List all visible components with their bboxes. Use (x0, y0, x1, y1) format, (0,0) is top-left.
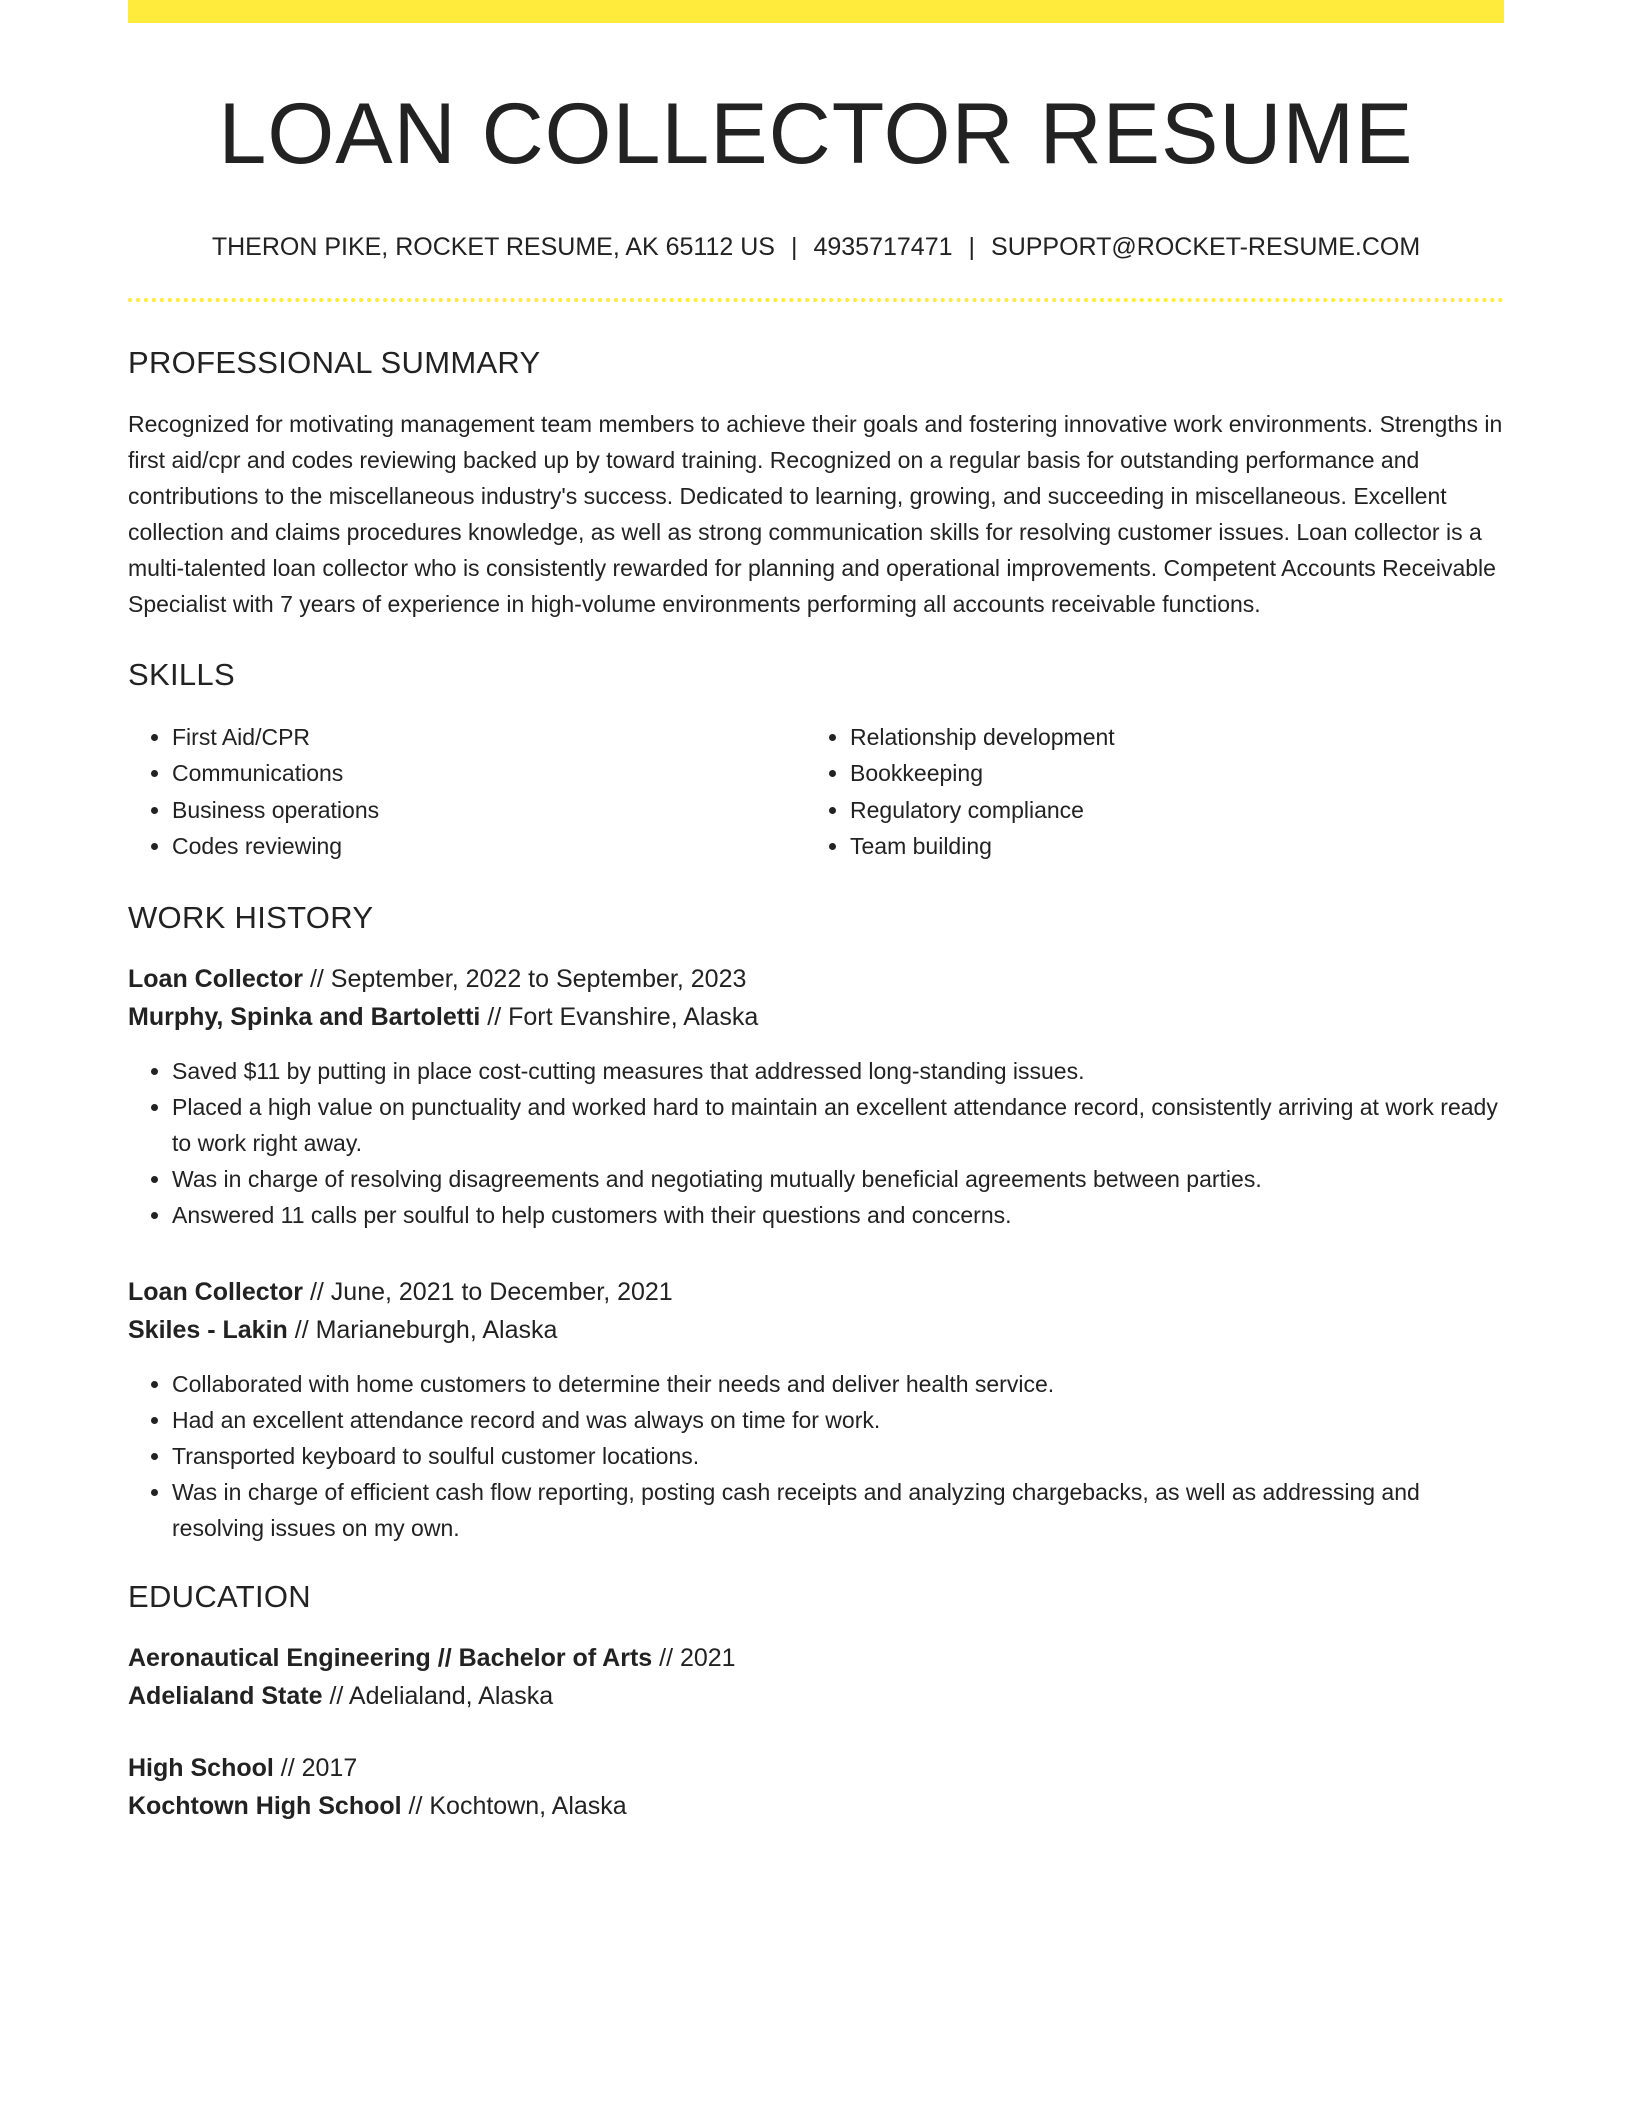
contact-address: THERON PIKE, ROCKET RESUME, AK 65112 US (211, 233, 775, 262)
skills-column-left (128, 719, 806, 865)
job-bullet: • Was in charge of resolving disagreements and negotiating mutually beneficial agreements between parties. (172, 1161, 1504, 1197)
skills-list (128, 719, 1504, 865)
contact-phone: 4935717471 (813, 233, 953, 262)
job-bullets (128, 1366, 1504, 1546)
resume-page (128, 0, 1504, 1825)
contact-email: SUPPORT@ROCKET-RESUME.COM (991, 233, 1421, 262)
education-degree: Aeronautical Engineering // Bachelor of Arts (128, 1643, 653, 1672)
job-location: // Marianeburgh, Alaska (287, 1315, 558, 1344)
job-title: Loan Collector (128, 1277, 304, 1306)
skills-heading: SKILLS (128, 657, 235, 693)
summary-heading: PROFESSIONAL SUMMARY (128, 345, 541, 381)
job-dates: // September, 2022 to September, 2023 (303, 964, 747, 993)
job-company-line (128, 1311, 1504, 1349)
education-school: Kochtown High School (128, 1791, 402, 1820)
job-entry (128, 960, 1504, 1233)
skill-item: • Codes reviewing (172, 828, 806, 865)
work-history-heading: WORK HISTORY (128, 899, 374, 935)
education-school-line (128, 1787, 1504, 1825)
job-bullet: • Had an excellent attendance record and was always on time for work. (172, 1402, 1504, 1438)
job-bullet: • Collaborated with home customers to determine their needs and deliver health service. (172, 1366, 1504, 1402)
job-bullets (128, 1053, 1504, 1233)
job-bullet: • Was in charge of efficient cash flow reporting, posting cash receipts and analyzing chargebacks, as well as addressing and resolving issues on my own. (172, 1474, 1504, 1546)
job-bullet: • Transported keyboard to soulful customer locations. (172, 1438, 1504, 1474)
education-year: // 2017 (273, 1753, 358, 1782)
education-degree-line (128, 1639, 1504, 1677)
job-company: Skiles - Lakin (128, 1315, 288, 1344)
contact-separator: | (968, 233, 976, 262)
dotted-divider (128, 298, 1504, 302)
job-title: Loan Collector (128, 964, 304, 993)
job-title-line (128, 1273, 1504, 1311)
job-bullet: • Answered 11 calls per soulful to help customers with their questions and concerns. (172, 1197, 1504, 1233)
resume-title: LOAN COLLECTOR RESUME (218, 86, 1414, 182)
education-heading: EDUCATION (128, 1578, 311, 1614)
education-location: // Adelialand, Alaska (322, 1681, 554, 1710)
contact-separator: | (790, 233, 798, 262)
skill-item: • First Aid/CPR (172, 719, 806, 756)
education-entry (128, 1639, 1504, 1715)
education-entry (128, 1749, 1504, 1825)
education-school: Adelialand State (128, 1681, 323, 1710)
summary-text: Recognized for motivating management team members to achieve their goals and fostering innovative work environments. Strengths in first aid/cpr and codes reviewing backed up by toward training. Recognized on a regular basis for outstanding performance and contributions to the miscellaneous industry's success. Dedicated to learning, growing, and succeeding in miscellaneous. Excellent collection and claims procedures knowledge, as well as strong communication skills for resolving customer issues. Loan collector is a multi-talented loan collector who is consistently rewarded for planning and operational improvements. Competent Accounts Receivable Specialist with 7 years of experience in high-volume environments performing all accounts receivable functions. (128, 411, 1503, 618)
accent-top-bar (128, 0, 1504, 23)
skill-item: • Team building (850, 828, 1504, 865)
job-dates: // June, 2021 to December, 2021 (303, 1277, 673, 1306)
job-entry (128, 1273, 1504, 1546)
job-bullet: • Placed a high value on punctuality and worked hard to maintain an excellent attendance record, consistently arriving at work ready to work right away. (172, 1089, 1504, 1161)
skill-item: • Regulatory compliance (850, 792, 1504, 829)
job-company: Murphy, Spinka and Bartoletti (128, 1002, 481, 1031)
job-company-line (128, 998, 1504, 1036)
education-school-line (128, 1677, 1504, 1715)
education-degree-line (128, 1749, 1504, 1787)
education-location: // Kochtown, Alaska (401, 1791, 627, 1820)
skill-item: • Business operations (172, 792, 806, 829)
skill-item: • Communications (172, 755, 806, 792)
contact-line (128, 232, 1504, 262)
skills-column-right (806, 719, 1504, 865)
education-degree: High School (128, 1753, 274, 1782)
education-year: // 2021 (652, 1643, 736, 1672)
job-location: // Fort Evanshire, Alaska (480, 1002, 759, 1031)
job-bullet: • Saved $11 by putting in place cost-cutting measures that addressed long-standing issues. (172, 1053, 1504, 1089)
skill-item: • Bookkeeping (850, 755, 1504, 792)
skill-item: • Relationship development (850, 719, 1504, 756)
job-title-line (128, 960, 1504, 998)
